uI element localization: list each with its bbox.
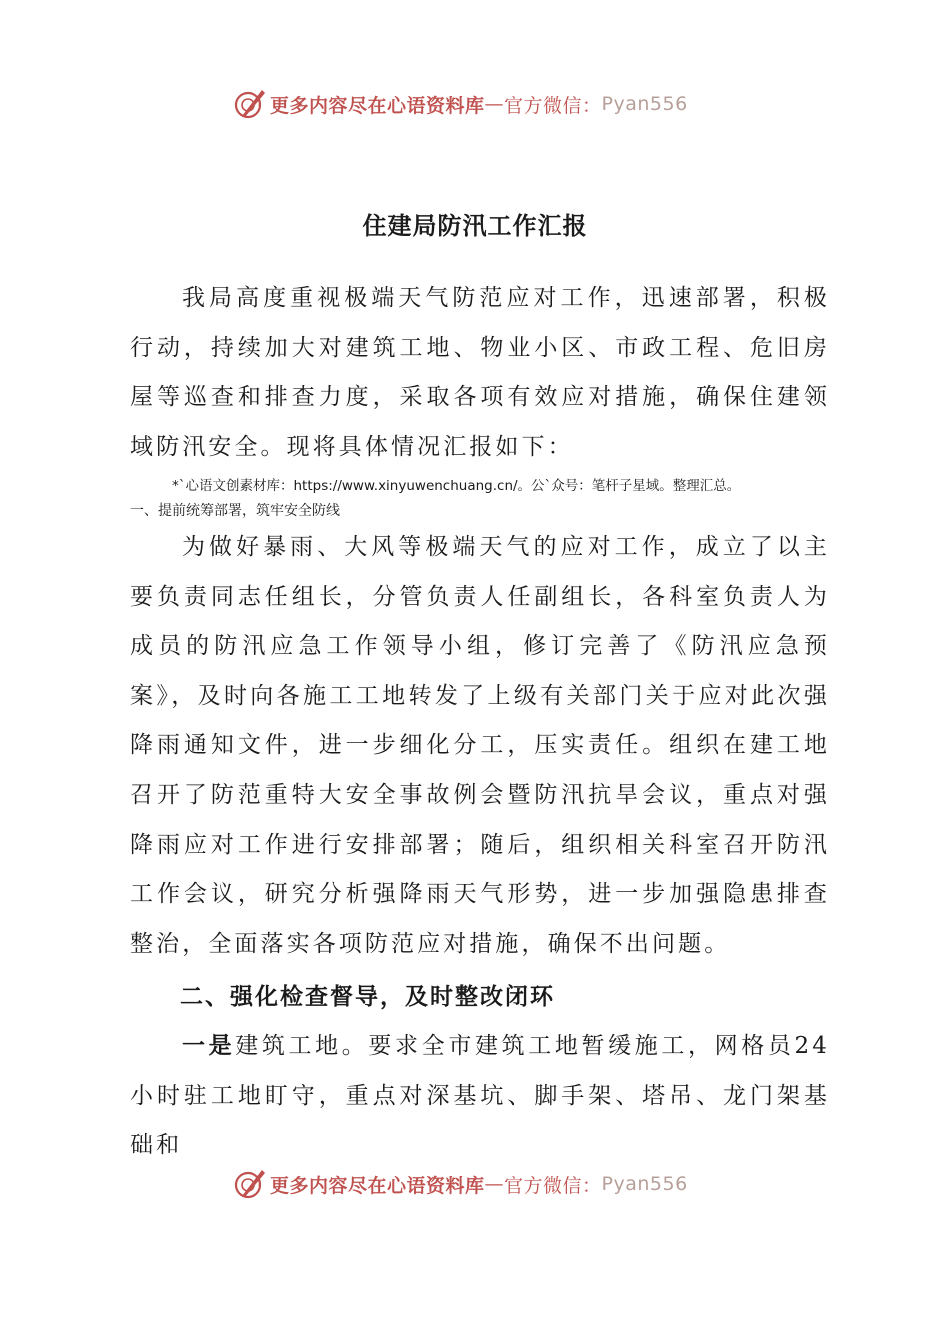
source-note: *`心语文创素材库：https://www.xinyuwenchuang.cn/。公`众号：笔杆子星域。整理汇总。 [172,478,741,494]
watermark-lead-text: 更多内容尽在心语资料库 [270,94,485,117]
intro-paragraph: 我局高度重视极端天气防范应对工作，迅速部署，积极行动，持续加大对建筑工地、物业小区、市政工程、危旧房屋等巡查和排查力度，采取各项有效应对措施，确保住建领域防汛安全。现将具体情况汇报如下： [130,285,830,460]
item1-label: 一是 [182,1032,236,1059]
item1-body: 建筑工地。要求全市建筑工地暂缓施工，网格员24小时驻工地盯守，重点对深基坑、脚手架、塔吊、龙门架基础和 [130,1033,830,1159]
watermark-lead-text: 更多内容尽在心语资料库 [270,1174,485,1197]
watermark-tail-text: 官方微信： [504,94,602,117]
section1-heading: 一、提前统筹部署，筑牢安全防线 [130,503,340,519]
pen-logo-icon [232,1166,268,1202]
item1-paragraph [130,1021,830,1171]
watermark-dash: — [484,1173,505,1195]
pen-logo-icon [232,86,268,122]
watermark-banner-bottom [232,1164,752,1204]
watermark-dash: — [484,93,505,115]
watermark-wechat-id: Pyan556 [601,93,688,115]
watermark-tail-text: 官方微信： [504,1174,602,1197]
section1-paragraph: 为做好暴雨、大风等极端天气的应对工作，成立了以主要负责同志任组长，分管负责人任副组长，各科室负责人为成员的防汛应急工作领导小组，修订完善了《防汛应急预案》，及时向各施工工地转发了上级有关部门关于应对此次强降雨通知文件，进一步细化分工，压实责任。组织在建工地召开了防范重特大安全事故例会暨防汛抗旱会议，重点对强降雨应对工作进行安排部署；随后，组织相关科室召开防汛工作会议，研究分析强降雨天气形势，进一步加强隐患排查整治，全面落实各项防范应对措施，确保不出问题。 [130,534,830,957]
watermark-wechat-id: Pyan556 [601,1173,688,1195]
document-title: 住建局防汛工作汇报 [362,211,588,240]
watermark-banner-top [232,84,752,124]
section2-heading: 二、强化检查督导，及时整改闭环 [180,983,555,1010]
